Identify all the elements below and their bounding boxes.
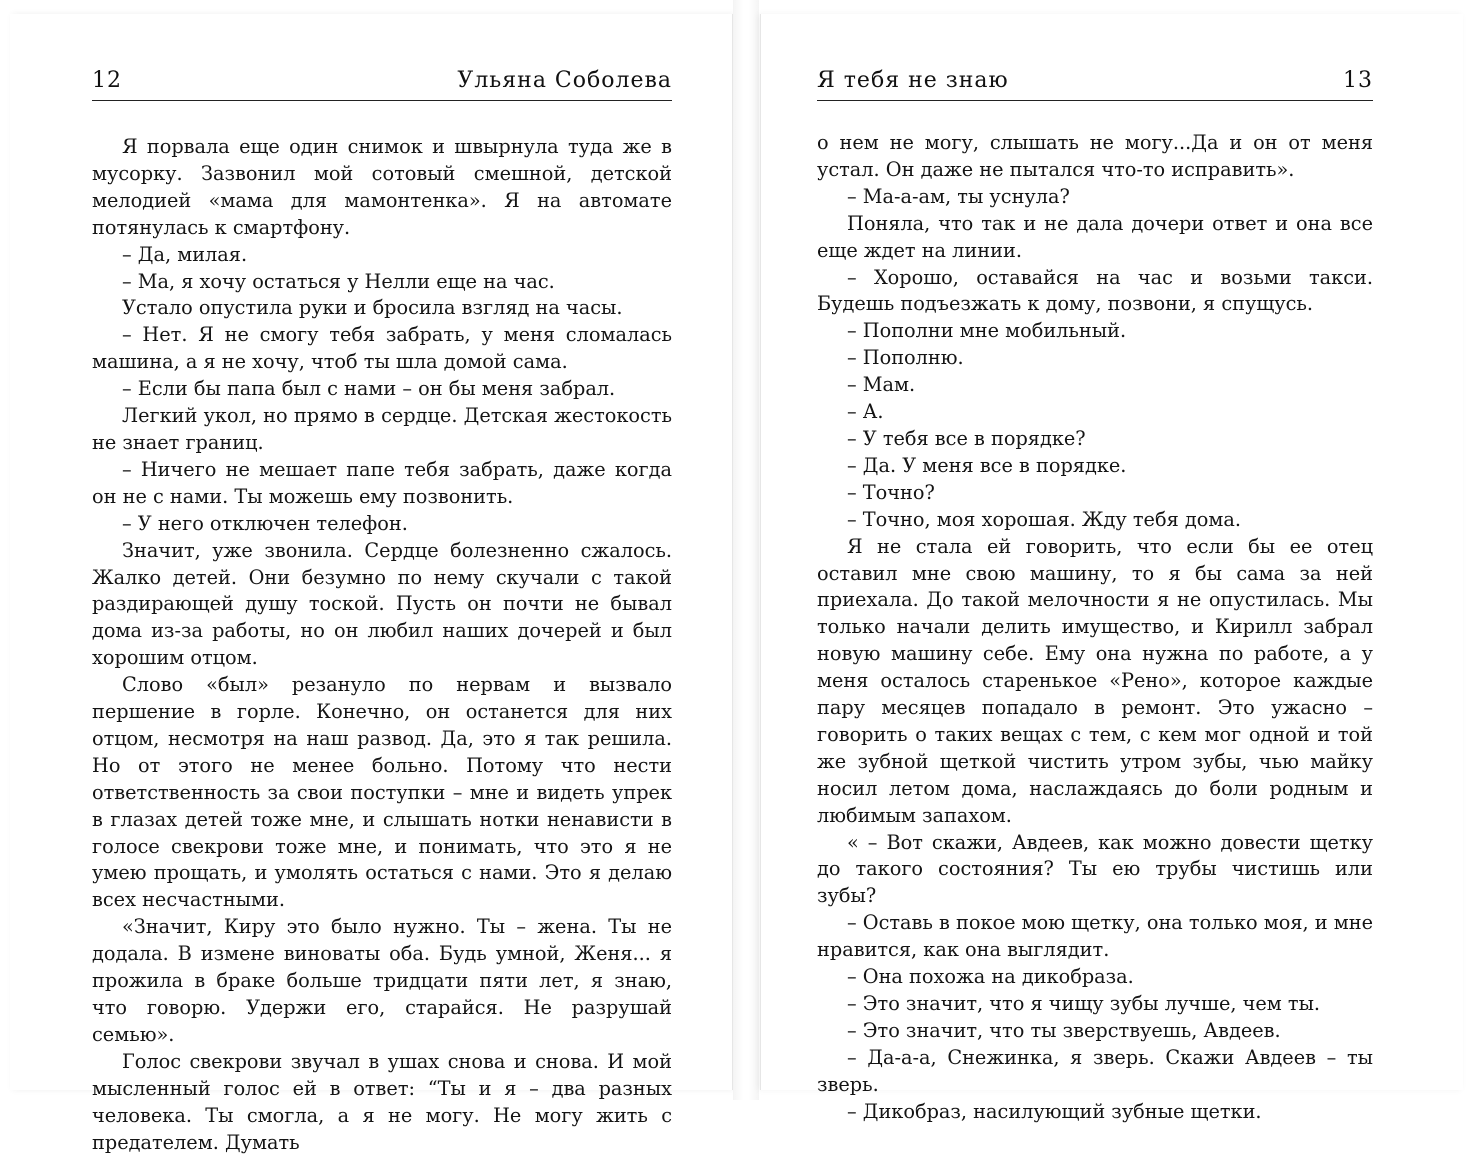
paragraph: – Точно? — [847, 480, 935, 504]
paragraph: – Она похожа на дикобраза. — [847, 965, 1134, 989]
paragraph: – Хорошо, оставайся на час и возьми такси. Будешь подъезжать к дому, позвони, я спущусь. — [817, 265, 1373, 316]
paragraph: – У тебя все в порядке? — [847, 426, 1086, 450]
paragraph: – Это значит, что я чищу зубы лучше, чем ты. — [847, 992, 1321, 1015]
right-page-header — [817, 66, 1373, 101]
paragraph: Голос свекрови звучал в ушах снова и снова. И мой мысленный голос ей в ответ: “Ты и я – два разных человека. Ты смогла, а я не могу. Не могу жить с предателем. Думать — [92, 1049, 672, 1154]
paragraph: – Мам. — [847, 373, 916, 397]
left-page — [10, 14, 733, 1154]
continued-paragraph: о нем не могу, слышать не могу...Да и он от меня устал. Он даже не пытался что-то исправить». — [817, 131, 1373, 181]
paragraph: – А. — [847, 400, 884, 424]
paragraph: « – Вот скажи, Авдеев, как можно довести щетку до такого состояния? Ты ею трубы чистишь или зубы? — [817, 830, 1373, 908]
paragraph: – Нет. Я не смогу тебя забрать, у меня сломалась машина, а я не хочу, чтоб ты шла домой сама. — [92, 323, 672, 374]
running-head-author: Ульяна Соболева — [457, 68, 672, 93]
paragraph: – Пополни мне мобильный. — [847, 319, 1127, 343]
paragraph: – Ма, я хочу остаться у Нелли еще на час. — [122, 269, 555, 293]
paragraph: Слово «был» резануло по нервам и вызвало першение в горле. Конечно, он останется для них отцом, несмотря на наш развод. Да, это я так решила. Но от этого не менее больно. Потому что нести ответственность за свои поступки – мне и видеть упрек в глазах детей тоже мне, и слышать нотки ненависти в голосе свекрови тоже мне, и понимать, что это я не умею прощать, и умолять остаться с нами. Это я делаю всех несчастными. — [92, 673, 672, 912]
paragraph: Я порвала еще один снимок и швырнула туда же в мусорку. Зазвонил мой сотовый смешной, детской мелодией «мама для мамонтенка». Я на автомате потянулась к смартфону. — [92, 135, 672, 239]
paragraph: – Да-а-а, Снежинка, я зверь. Скажи Авдеев – ты зверь. — [817, 1045, 1373, 1096]
paragraph: Устало опустила руки и бросила взгляд на часы. — [122, 296, 623, 320]
book-gutter — [733, 0, 759, 1100]
paragraph: – Ничего не мешает папе тебя забрать, даже когда он не с нами. Ты можешь ему позвонить. — [92, 457, 672, 508]
paragraph: – Пополню. — [847, 346, 964, 370]
paragraph: – Ма-а-ам, ты уснула? — [847, 184, 1070, 208]
paragraph: – У него отключен телефон. — [122, 511, 408, 535]
paragraph: – Это значит, что ты зверствуешь, Авдеев. — [847, 1018, 1281, 1042]
running-head-title: Я тебя не знаю — [817, 68, 1009, 93]
paragraph: – Да. У меня все в порядке. — [847, 453, 1127, 477]
left-page-text — [92, 134, 672, 1156]
paragraph: Легкий укол, но прямо в сердце. Детская жестокость не знает границ. — [92, 404, 672, 454]
paragraph: Поняла, что так и не дала дочери ответ и она все еще ждет на линии. — [817, 211, 1373, 262]
right-page-text — [817, 130, 1373, 1126]
paragraph: «Значит, Киру это было нужно. Ты – жена. Ты не додала. В измене виноваты оба. Будь умной, Женя... я прожила в браке больше тридцати пяти лет, я знаю, что говорю. Удержи его, старайся. Не разрушай семью». — [92, 915, 672, 1046]
paragraph: – Да, милая. — [122, 242, 248, 266]
paragraph: – Дикобраз, насилующий зубные щетки. — [847, 1099, 1262, 1123]
paragraph: – Если бы папа был с нами – он бы меня забрал. — [122, 377, 616, 401]
paragraph: – Точно, моя хорошая. Жду тебя дома. — [847, 507, 1241, 531]
page-number: 12 — [92, 68, 122, 93]
page-number: 13 — [1343, 68, 1373, 93]
paragraph: – Оставь в покое мою щетку, она только моя, и мне нравится, как она выглядит. — [817, 911, 1373, 962]
paragraph: Я не стала ей говорить, что если бы ее отец оставил мне свою машину, то я бы сама за ней приехала. До такой мелочности я не опустилась. Мы только начали делить имущество, и Кирилл забрал новую машину себе. Ему она нужна по работе, а у меня осталось старенькое «Рено», которое каждые пару месяцев попадало в ремонт. Это ужасно – говорить о таких вещах с тем, с кем мог одной и той же зубной щеткой чистить утром зубы, чью майку носил летом дома, наслаждаясь до боли родным и любимым запахом. — [817, 534, 1373, 827]
paragraph: Значит, уже звонила. Сердце болезненно сжалось. Жалко детей. Они безумно по нему скучали с такой раздирающей душу тоской. Пусть он почти не бывал дома из-за работы, но он любил наших дочерей и был хорошим отцом. — [92, 538, 672, 670]
left-page-header — [92, 66, 672, 101]
right-page — [760, 14, 1463, 1123]
